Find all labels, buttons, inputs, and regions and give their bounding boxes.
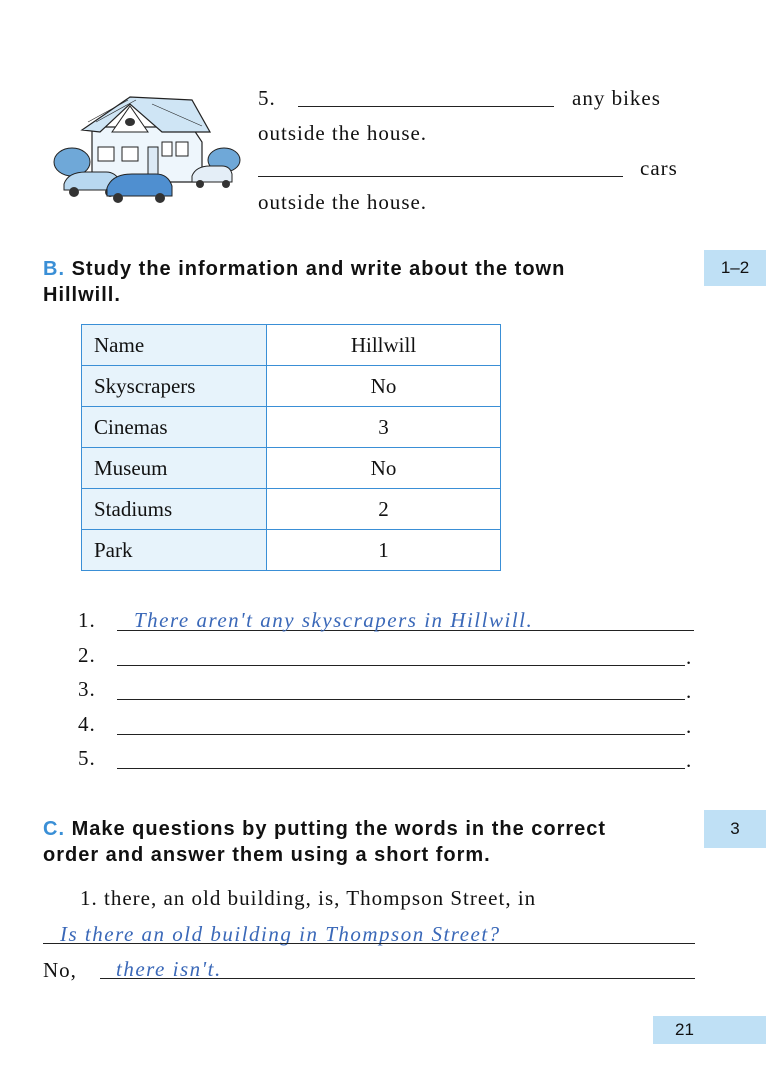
answer-period: . <box>686 713 693 738</box>
answer-number: 1. <box>78 608 96 632</box>
answer-number: 4. <box>78 711 96 736</box>
exercise-c-answer-prefix: No, <box>43 958 77 982</box>
table-value-cell: No <box>267 366 501 407</box>
exercise-c-answer-line <box>100 978 695 979</box>
answer-period: . <box>686 644 693 669</box>
exercise-c-text: Make questions by putting the words in the correct <box>71 818 607 840</box>
table-key-cell: Skyscrapers <box>82 366 267 407</box>
table-key-cell: Park <box>82 530 267 571</box>
exercise-a-line2-end: outside the house. <box>258 190 428 214</box>
exercise-c-item1-prompt: 1. there, an old building, is, Thompson Street, in <box>80 886 537 910</box>
table-key-cell: Cinemas <box>82 407 267 448</box>
table-value-cell: 3 <box>267 407 501 448</box>
exercise-c-letter: C. <box>43 818 65 840</box>
table-row <box>82 366 501 407</box>
table-value-cell: 1 <box>267 530 501 571</box>
exercise-a-phrase1: any bikes <box>572 86 661 110</box>
answer-number: 5. <box>78 746 96 770</box>
table-key-cell: Stadiums <box>82 489 267 530</box>
exercise-b-text: Study the information and write about the town <box>71 258 566 280</box>
exercise-a-phrase2: cars <box>640 156 678 180</box>
exercise-b-tag: 1–2 <box>704 250 766 286</box>
table-row <box>82 407 501 448</box>
page-number: 21 <box>653 1016 766 1044</box>
answer-number: 2. <box>78 642 96 667</box>
answer-blank-a5-1[interactable] <box>298 106 554 107</box>
table-key-cell: Museum <box>82 448 267 489</box>
exercise-c-item1-question[interactable]: Is there an old building in Thompson Street? <box>60 922 501 946</box>
answer-line[interactable] <box>117 699 685 700</box>
exercise-b-text-cont: Hillwill. <box>43 284 121 306</box>
exercise-c-tag: 3 <box>704 810 766 848</box>
answer-blank-a5-2[interactable] <box>258 176 623 177</box>
answer-line[interactable] <box>117 734 685 735</box>
exercise-c-instruction <box>43 816 703 868</box>
exercise-b-letter: B. <box>43 258 65 280</box>
table-row <box>82 448 501 489</box>
exercise-a-item-number: 5. <box>258 86 276 110</box>
exercise-c-text-cont: order and answer them using a short form. <box>43 844 491 866</box>
table-row <box>82 325 501 366</box>
exercise-c-item1-answer[interactable]: there isn't. <box>116 957 222 981</box>
answer-period: . <box>686 748 693 772</box>
answer-line[interactable] <box>117 665 685 666</box>
answer-period: . <box>686 679 693 703</box>
exercise-a-line1-end: outside the house. <box>258 121 428 145</box>
answer-line[interactable] <box>117 768 685 769</box>
table-value-cell: 2 <box>267 489 501 530</box>
answer-number: 3. <box>78 677 96 701</box>
town-info-table <box>81 324 501 571</box>
table-value-cell: No <box>267 448 501 489</box>
exercise-b-instruction <box>43 256 703 308</box>
table-key-cell: Name <box>82 325 267 366</box>
table-value-cell: Hillwill <box>267 325 501 366</box>
house-illustration <box>52 92 242 212</box>
answer-text: There aren't any skyscrapers in Hillwill. <box>134 608 534 632</box>
exercise-c-question-line <box>43 943 695 944</box>
table-row <box>82 489 501 530</box>
table-row <box>82 530 501 571</box>
